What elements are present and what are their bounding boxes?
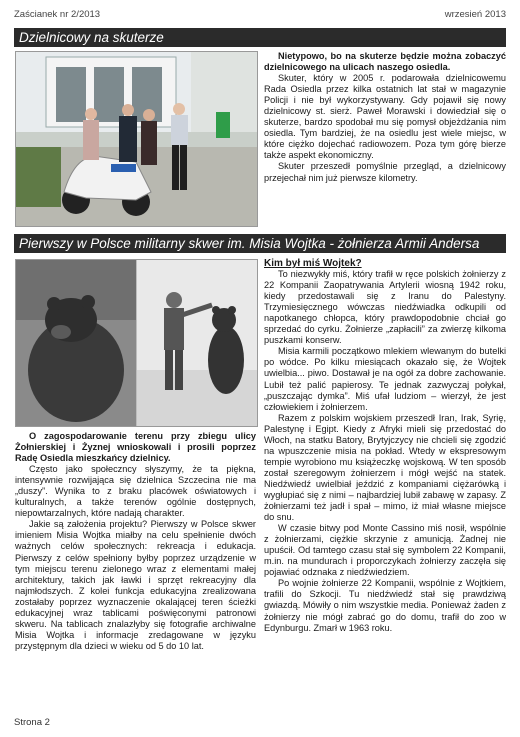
page-number: Strona 2 [14,717,50,728]
section-2-paragraph: Jakie są założenia projektu? Pierwszy w Polsce skwer imieniem Misia Wojtka miałby na celu spełnienie dwóch ważnych celów społecznych: rekreacja i edukacja. Pierwszy z celów spełniony byłby poprzez urządzenie w tym miejscu terenu zielonego wraz z elementami małej architektury, takich jak ławki i sprzęt rekreacyjny dla najmłodszych. Z kolei funkcja edukacyjna zrealizowana zostałaby poprzez wyznaczenie okalającej teren ścieżki edukacyjnej wraz tablicami poświęconymi patronowi skweru. Na tablicach znalazłyby się fotografie archiwalne Misia Wojtka i informacje zredagowane w języku przystępnym dla dzieci w wieku od 5 do 10 lat. [15,519,256,651]
section-2-left-text [15,431,256,652]
scooter-photo-illustration [16,52,257,226]
section-1-title: Dzielnicowy na skuterze [14,28,506,47]
wojtek-paragraph: W czasie bitwy pod Monte Cassino miś nosił, wspólnie z żołnierzami, ciężkie skrzynie z amunicją. Żadnej nie upuścił. Od tamtego czasu stał się symbolem 22 Kompanii, m.in. na mundurach i proporczykach żołnierzy zaczęła się pojawiać odznaka z niedźwiedziem. [264,523,506,578]
section-2-right-text [264,258,506,634]
wojtek-paragraph: Po wojnie żołnierze 22 Kompanii, wspólnie z Wojtkiem, trafili do Szkocji. Tu niedźwiedź stał się prawdziwą gwiazdą. Mówiły o nim wszystkie media. Ponieważ żaden z żołnierzy nie mógł zabrać go do domu, trafił do zoo w Edynburgu. Zmarł w 1963 roku. [264,578,506,633]
section-1-lead: Nietypowo, bo na skuterze będzie można zobaczyć dzielnicowego na ulicach naszego osiedla. [264,51,506,73]
section-2-lead: O zagospodarowanie terenu przy zbiegu ulicy Żołnierskiej i Żyznej wnioskowali i prosili poprzez Radę Osiedla mieszkańcy dzielnicy. [15,431,256,464]
wojtek-paragraph: Razem z polskim wojskiem przeszedł Iran, Irak, Syrię, Palestynę i Egipt. Kiedy z Afryki mieli się przedostać do Włoch, na statku Batory, Brytyjczycy nie chcieli się zgodzić na wpuszczenie misia na pokład. Wtedy w ekspresowym tempie wyrobiono mu książeczkę wojskową. W ten sposób został szeregowym żołnierzem i mógł wejść na statek. Niedźwiedź uwielbiał jeździć z kompaniami ciężarówką i wygłupiać się z nimi – najbardziej lubił zabawę w zapasy. Z żołnierzami też jadł i spał – mimo, iż miał własne miejsce do snu. [264,412,506,523]
section-1-text [264,51,506,184]
section-2-paragraph: Często jako społeczncy słyszymy, że ta piękna, intensywnie rozwijająca się dzielnica Szczecina nie ma „duszy”. Wynika to z braku placówek oświatowych i kulturalnych, a także terenów ogólnie dostępnych, niepowtarzalnych, które nadają charakter. [15,464,256,519]
wojtek-subheading: Kim był miś Wojtek? [264,258,362,269]
issue-label: Zaścianek nr 2/2013 [14,9,101,20]
wojtek-paragraph: Misia karmili początkowo mlekiem wlewanym do butelki po wódce. Po kilku miesiącach okazało się, że Wojtek uwielbia... piwo. Dostawał je na ogół za dobre zachowanie. Lubił też palić papierosy. Te jednak zazwyczaj połykał, „puszczając dymka”. Miś ufał ludziom – wierzył, że jest człowiekiem i żołnierzem. [264,346,506,412]
wojtek-photo [15,259,258,427]
wojtek-photo-illustration [16,260,257,426]
section-1-paragraph: Skuter przeszedł pomyślnie przegląd, a dzielnicowy przejechał nim już pierwsze kilometry. [264,161,506,183]
section-2-title: Pierwszy w Polsce militarny skwer im. Misia Wojtka - żołnierza Armii Andersa [14,234,506,253]
section-1-paragraph: Skuter, który w 2005 r. podarowała dzielnicowemu Rada Osiedla przez kilka ostatnich lat stał w magazynie Policji i nie był wykorzystywany. Gdy pojawił się nowy dzielnicowy st. sierż. Paweł Morawski i dowiedział się o skuterze, bardzo spodobał mu się pomysł objeżdżania nim osiedla. Tym bardziej, że na osiedlu jest wiele miejsc, w które ciężko dojechać radiowozem. Poza tym górę bierze także aspekt ekonomiczny. [264,73,506,161]
wojtek-paragraph: To niezwykły miś, który trafił w ręce polskich żołnierzy z 22 Kompanii Zaopatrywania Artylerii wiosną 1942 roku, kiedy przedostawali się z Iranu do Palestyny. Trzymiesięcznego wówczas niedźwiadka odkupili od napotkanego chłopca, który prawdopodobnie chciał go sprzedać do cyrku. Żołnierze „zapłacili” za zwierzę kilkoma puszkami konserw. [264,269,506,346]
date-label: wrzesień 2013 [444,9,506,20]
scooter-photo [15,51,258,227]
